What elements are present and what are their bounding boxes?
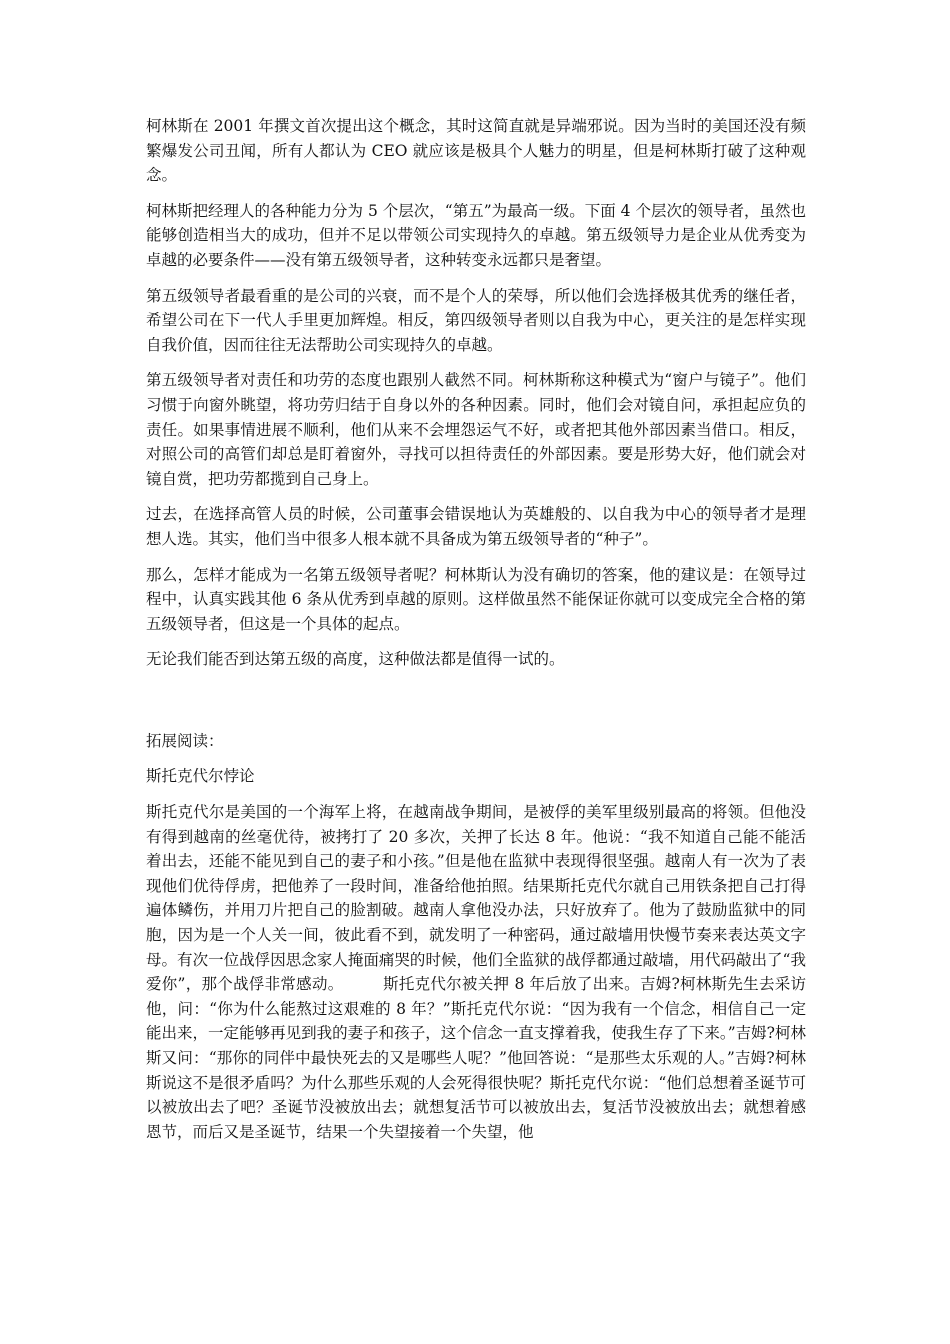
extended-reading-title: 斯托克代尔悖论 bbox=[146, 767, 255, 786]
paragraph: 过去，在选择高管人员的时候，公司董事会错误地认为英雄般的、以自我为中心的领导者才是理想人选。其实，他们当中很多人根本就不具备成为第五级领导者的“种子”。 bbox=[146, 505, 806, 548]
paragraph: 柯林斯把经理人的各种能力分为 5 个层次，“第五”为最高一级。下面 4 个层次的领导者，虽然也能够创造相当大的成功，但并不足以带领公司实现持久的卓越。第五级领导力是企业从优秀变为卓越的必要条件——没有第五级领导者，这种转变永远都只是奢望。 bbox=[146, 201, 806, 269]
paragraph: 第五级领导者最看重的是公司的兴衰，而不是个人的荣辱，所以他们会选择极其优秀的继任者，希望公司在下一代人手里更加辉煌。相反，第四级领导者则以自我为中心，更关注的是怎样实现自我价值，因而往往无法帮助公司实现持久的卓越。 bbox=[146, 286, 806, 354]
section-spacer bbox=[146, 683, 806, 729]
extended-reading-body: 斯托克代尔是美国的一个海军上将，在越南战争期间，是被俘的美军里级别最高的将领。但他没有得到越南的丝毫优待，被拷打了 20 多次，关押了长达 8 年。他说：“我不知道自己能不能活着出去，还能不能见到自己的妻子和小孩。”但是他在监狱中表现得很坚强。越南人有一次为了表现他们优待俘虏，把他养了一段时间，准备给他拍照。结果斯托克代尔就自己用铁条把自己打得遍体鳞伤，并用刀片把自己的脸割破。越南人拿他没办法，只好放弃了。他为了鼓励监狱中的同胞，因为是一个人关一间，彼此看不到，就发明了一种密码，通过敲墙用快慢节奏来表达英文字母。有次一位战俘因思念家人掩面痛哭的时候，他们全监狱的战俘都通过敲墙，用代码敲出了“我爱你”，那个战俘非常感动。 斯托克代尔被关押 8 年后放了出来。吉姆?柯林斯先生去采访他，问：“你为什么能熬过这艰难的 8 年？”斯托克代尔说：“因为我有一个信念，相信自己一定能出来，一定能够再见到我的妻子和孩子，这个信念一直支撑着我，使我生存了下来。”吉姆?柯林斯又问：“那你的同伴中最快死去的又是哪些人呢？”他回答说：“是那些太乐观的人。”吉姆?柯林斯说这不是很矛盾吗？为什么那些乐观的人会死得很快呢？斯托克代尔说：“他们总想着圣诞节可以被放出去了吧？圣诞节没被放出去；就想复活节可以被放出去，复活节没被放出去；就想着感恩节，而后又是圣诞节，结果一个失望接着一个失望，他 bbox=[146, 803, 806, 1141]
paragraph: 第五级领导者对责任和功劳的态度也跟别人截然不同。柯林斯称这种模式为“窗户与镜子”。他们习惯于向窗外眺望，将功劳归结于自身以外的各种因素。同时，他们会对镜自问，承担起应负的责任。如果事情进展不顺利，他们从来不会埋怨运气不好，或者把其他外部因素当借口。相反，对照公司的高管们却总是盯着窗外，寻找可以担待责任的外部因素。要是形势大好，他们就会对镜自赏，把功劳都揽到自己身上。 bbox=[146, 371, 806, 488]
paragraph: 柯林斯在 2001 年撰文首次提出这个概念，其时这简直就是异端邪说。因为当时的美国还没有频繁爆发公司丑闻，所有人都认为 CEO 就应该是极具个人魅力的明星，但是柯林斯打破了这种观念。 bbox=[146, 117, 806, 185]
paragraph: 无论我们能否到达第五级的高度，这种做法都是值得一试的。 bbox=[146, 650, 565, 669]
extended-reading-label: 拓展阅读： bbox=[146, 731, 224, 750]
paragraph: 那么，怎样才能成为一名第五级领导者呢？柯林斯认为没有确切的答案，他的建议是：在领导过程中，认真实践其他 6 条从优秀到卓越的原则。这样做虽然不能保证你就可以变成完全合格的第五级领导者，但这是一个具体的起点。 bbox=[146, 565, 806, 633]
document-page bbox=[146, 114, 806, 1155]
